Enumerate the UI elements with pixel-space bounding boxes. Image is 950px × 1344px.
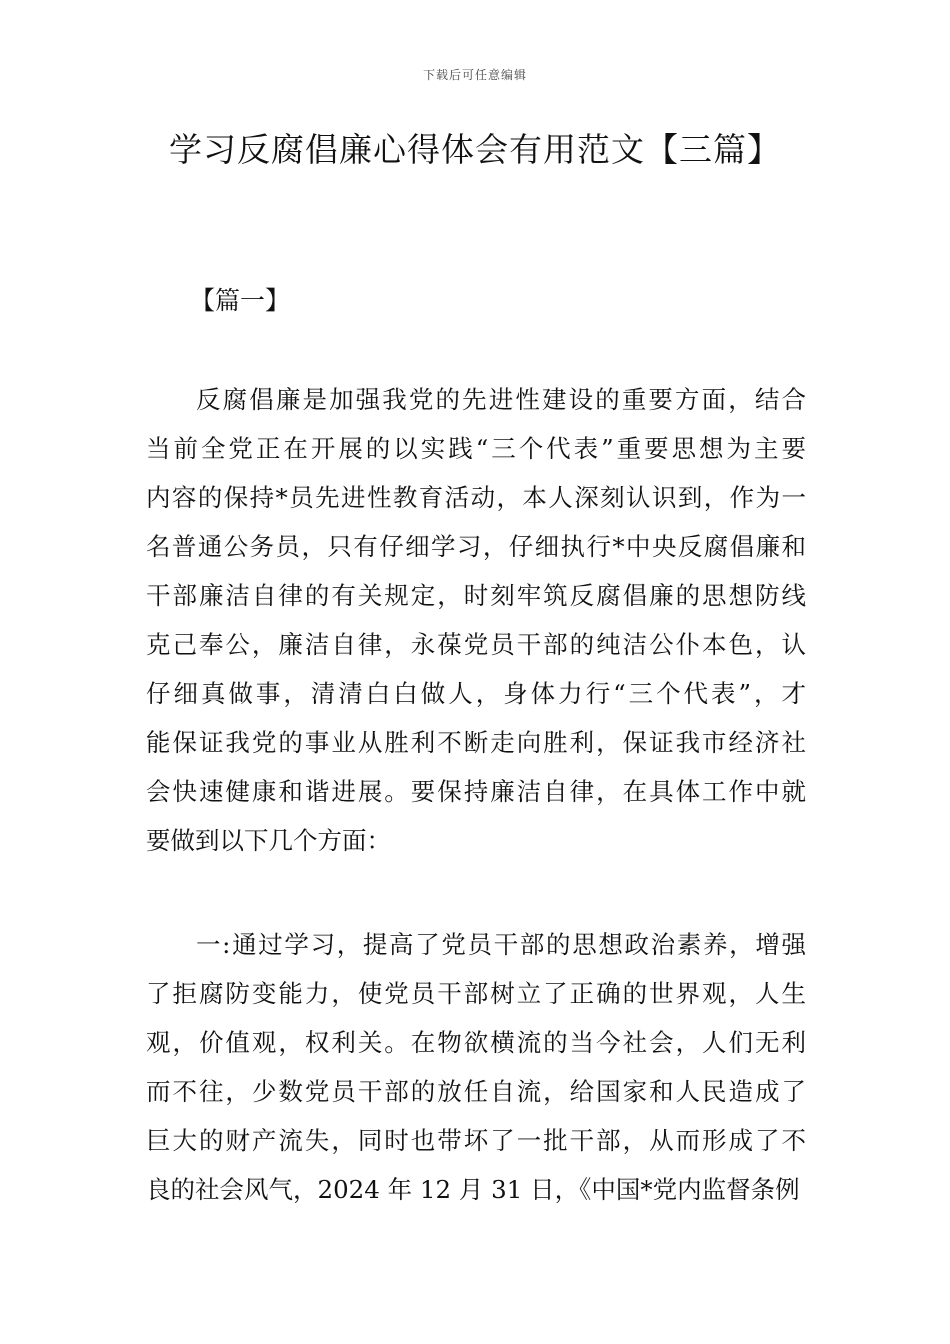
paragraph-line: 仔细真做事，清清白白做人，身体力行“三个代表”，才 <box>146 679 806 708</box>
paragraph-line: 观，价值观，权利关。在物欲横流的当今社会，人们无利 <box>146 1028 806 1057</box>
document-title: 学习反腐倡廉心得体会有用范文【三篇】 <box>169 130 781 169</box>
paragraph-line: 了拒腐防变能力，使党员干部树立了正确的世界观，人生 <box>146 979 806 1008</box>
paragraph-line: 要做到以下几个方面： <box>146 826 391 855</box>
paragraph-line: 而不往，少数党员干部的放任自流，给国家和人民造成了 <box>146 1077 806 1106</box>
paragraph-line: 会快速健康和谐进展。要保持廉洁自律，在具体工作中就 <box>146 777 806 806</box>
paragraph-line: 良的社会风气，2024 年 12 月 31 日，《中国*党内监督条例 <box>146 1175 800 1204</box>
section-heading: 【篇一】 <box>190 286 291 315</box>
paragraph-line: 当前全党正在开展的以实践“三个代表”重要思想为主要 <box>146 434 806 463</box>
paragraph-line: 反腐倡廉是加强我党的先进性建设的重要方面，结合 <box>196 385 806 414</box>
paragraph-line: 克己奉公，廉洁自律，永葆党员干部的纯洁公仆本色，认 <box>146 630 806 659</box>
header-note: 下载后可任意编辑 <box>422 68 527 82</box>
paragraph-2 <box>146 920 806 1214</box>
paragraph-line: 内容的保持*员先进性教育活动，本人深刻认识到，作为一 <box>146 483 806 512</box>
paragraph-line: 一:通过学习，提高了党员干部的思想政治素养，增强 <box>196 930 806 959</box>
paragraph-line: 干部廉洁自律的有关规定，时刻牢筑反腐倡廉的思想防线 <box>146 581 806 610</box>
paragraph-line: 名普通公务员，只有仔细学习，仔细执行*中央反腐倡廉和 <box>146 532 806 561</box>
paragraph-line: 巨大的财产流失，同时也带坏了一批干部，从而形成了不 <box>146 1126 806 1155</box>
paragraph-1 <box>146 375 806 865</box>
paragraph-line: 能保证我党的事业从胜利不断走向胜利，保证我市经济社 <box>146 728 806 757</box>
